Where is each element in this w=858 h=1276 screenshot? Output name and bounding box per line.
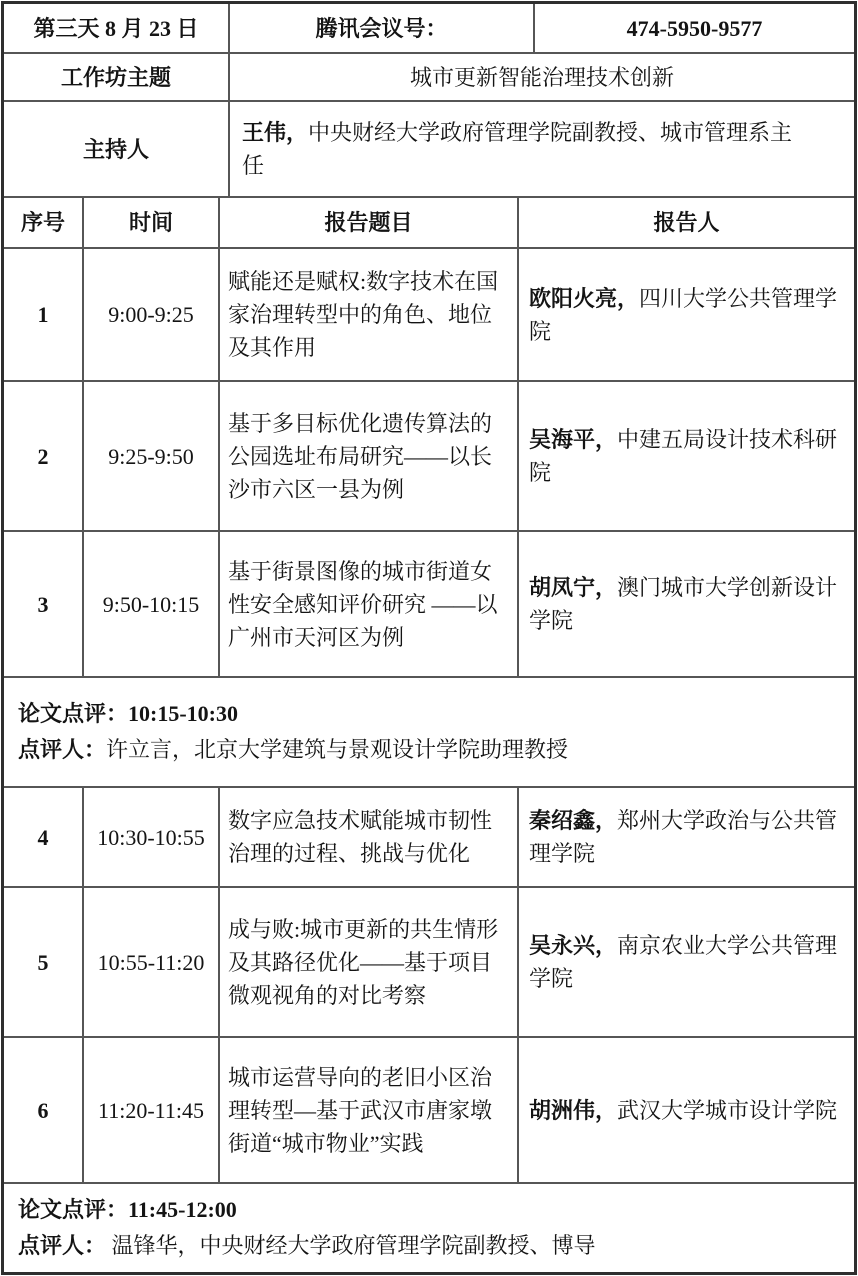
speaker-name: 胡凤宁， xyxy=(529,575,618,600)
col-header-title: 报告题目 xyxy=(220,198,519,247)
session-row xyxy=(4,788,854,888)
session-time: 9:25-9:50 xyxy=(84,382,220,530)
speaker-affiliation: 中建五局设计技术科研院 xyxy=(529,427,838,485)
speaker-name: 胡洲伟， xyxy=(529,1097,618,1123)
session-no: 3 xyxy=(4,532,84,676)
session-time: 9:50-10:15 xyxy=(84,532,220,676)
session-title: 基于多目标优化遗传算法的公园选址布局研究——以长沙市六区一县为例 xyxy=(220,382,519,530)
speaker-affiliation: 澳门城市大学创新设计学院 xyxy=(529,575,838,633)
reviewer-label: 点评人： xyxy=(18,737,107,762)
session-speaker xyxy=(519,788,854,886)
host-desc: 中央财经大学政府管理学院副教授、城市管理系主任 xyxy=(242,120,793,178)
session-row xyxy=(4,249,854,382)
theme-value: 城市更新智能治理技术创新 xyxy=(409,64,674,90)
comment-label: 论文点评： xyxy=(18,701,129,726)
host-cell xyxy=(230,102,854,196)
session-title: 基于街景图像的城市街道女性安全感知评价研究 ——以广州市天河区为例 xyxy=(220,532,519,676)
comment-cell xyxy=(4,678,854,786)
speaker-name: 欧阳火亮， xyxy=(529,285,640,311)
session-title: 数字应急技术赋能城市韧性治理的过程、挑战与优化 xyxy=(220,788,519,886)
col-header-speaker: 报告人 xyxy=(653,210,720,235)
session-speaker xyxy=(519,1038,854,1182)
speaker-affiliation: 武汉大学城市设计学院 xyxy=(617,1097,838,1123)
speaker-name: 吴海平， xyxy=(529,427,618,452)
session-title: 城市运营导向的老旧小区治理转型—基于武汉市唐家墩街道“城市物业”实践 xyxy=(220,1038,519,1182)
session-no: 4 xyxy=(4,788,84,886)
session-time: 9:00-9:25 xyxy=(84,249,220,380)
session-row xyxy=(4,382,854,532)
session-row xyxy=(4,532,854,678)
comment-cell xyxy=(4,1184,854,1272)
session-no: 5 xyxy=(4,888,84,1036)
session-row xyxy=(4,888,854,1038)
session-no: 6 xyxy=(4,1038,84,1182)
host-label: 主持人 xyxy=(4,102,230,196)
col-header-no: 序号 xyxy=(4,198,84,247)
host-row xyxy=(4,102,854,198)
session-speaker xyxy=(519,249,854,380)
schedule-table xyxy=(1,1,857,1275)
session-time: 10:55-11:20 xyxy=(84,888,220,1036)
session-row xyxy=(4,1038,854,1184)
speaker-affiliation: 四川大学公共管理学院 xyxy=(529,285,838,344)
session-no: 2 xyxy=(4,382,84,530)
speaker-name: 吴永兴， xyxy=(529,933,618,958)
session-time: 10:30-10:55 xyxy=(84,788,220,886)
session-speaker xyxy=(519,888,854,1036)
theme-label: 工作坊主题 xyxy=(4,54,230,100)
speaker-affiliation: 郑州大学政治与公共管理学院 xyxy=(529,808,838,866)
session-no: 1 xyxy=(4,249,84,380)
speaker-name: 秦绍鑫， xyxy=(529,808,618,833)
reviewer-value: 温锋华，中央财经大学政府管理学院副教授、博导 xyxy=(106,1233,596,1258)
speaker-affiliation: 南京农业大学公共管理学院 xyxy=(529,933,838,991)
comment-time: 10:15-10:30 xyxy=(128,701,238,726)
comment-label: 论文点评： xyxy=(18,1197,129,1222)
meeting-id-value: 474-5950-9577 xyxy=(626,15,763,41)
session-time: 11:20-11:45 xyxy=(84,1038,220,1182)
comment-row xyxy=(4,678,854,788)
comment-time: 11:45-12:00 xyxy=(128,1197,237,1222)
column-header-row xyxy=(4,198,854,249)
meeting-info-row xyxy=(4,4,854,54)
theme-row xyxy=(4,54,854,102)
session-title: 成与败:城市更新的共生情形及其路径优化——基于项目微观视角的对比考察 xyxy=(220,888,519,1036)
session-speaker xyxy=(519,382,854,530)
day-label: 第三天 8 月 23 日 xyxy=(4,4,230,52)
col-header-time: 时间 xyxy=(84,198,220,247)
host-name: 王伟， xyxy=(242,120,309,145)
meeting-id-label: 腾讯会议号： xyxy=(230,4,535,52)
reviewer-label: 点评人： xyxy=(18,1233,107,1258)
session-speaker xyxy=(519,532,854,676)
session-title: 赋能还是赋权:数字技术在国家治理转型中的角色、地位及其作用 xyxy=(220,249,519,380)
reviewer-value: 许立言，北京大学建筑与景观设计学院助理教授 xyxy=(106,737,569,762)
comment-row xyxy=(4,1184,854,1272)
